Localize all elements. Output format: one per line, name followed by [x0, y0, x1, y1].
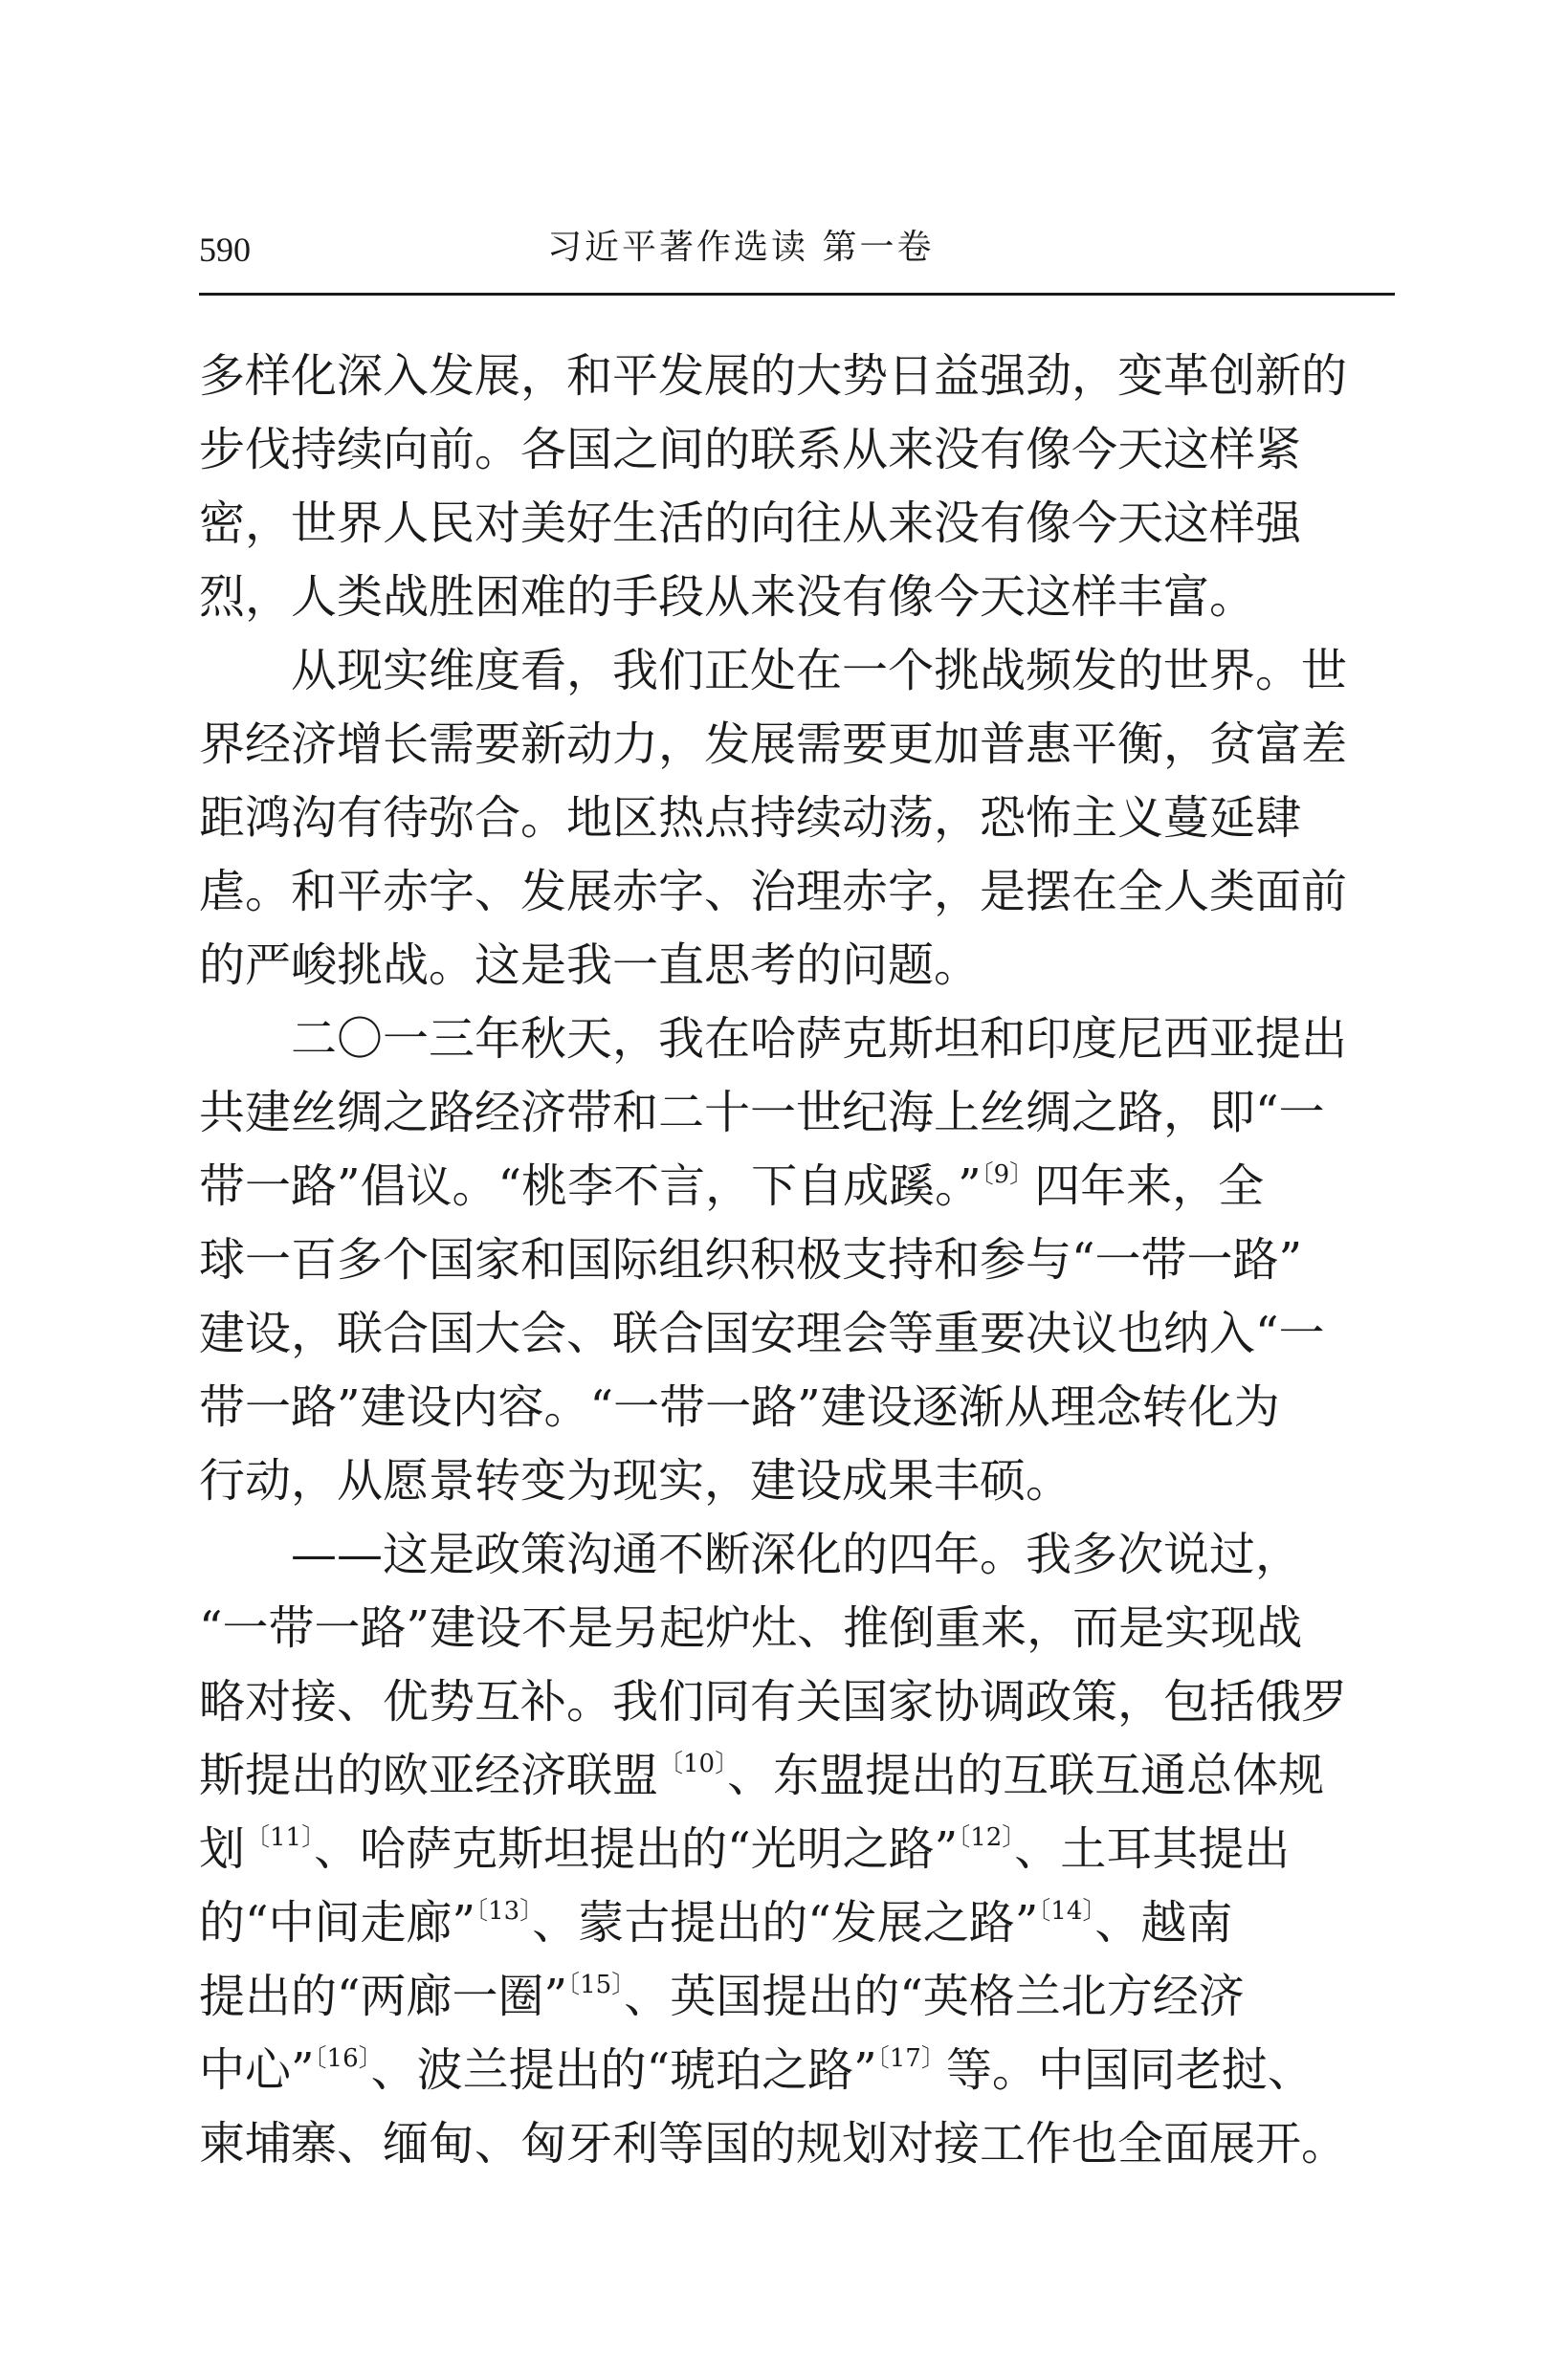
footnote-marker[interactable]: 〔10〕 — [658, 1750, 728, 1778]
text-line — [199, 2107, 1395, 2181]
text-line — [199, 855, 1395, 929]
text-segment: 略对接、优势互补。我们同有关国家协调政策，包括俄罗 — [199, 1675, 1348, 1729]
text-line — [199, 1371, 1395, 1444]
text-segment: 共建丝绸之路经济带和二十一世纪海上丝绸之路，即“一 — [199, 1086, 1325, 1139]
text-segment: 柬埔寨、缅甸、匈牙利等国的规划对接工作也全面展开。 — [199, 2117, 1348, 2171]
text-segment: 提出的“两廊一圈” — [199, 1970, 568, 2023]
text-line — [199, 1886, 1395, 1960]
text-segment: 等。中国同老挝、 — [945, 2043, 1314, 2097]
text-segment: 烈，人类战胜困难的手段从来没有像今天这样丰富。 — [199, 570, 1256, 624]
footnote-marker[interactable]: 〔17〕 — [876, 2044, 946, 2073]
text-line — [199, 1518, 1395, 1592]
text-segment: 、土耳其提出 — [1014, 1822, 1291, 1876]
text-segment: 密，世界人民对美好生活的向往从来没有像今天这样强 — [199, 496, 1302, 550]
text-segment: 四年来，全 — [1034, 1159, 1265, 1213]
text-segment: 、东盟提出的互联互通总体规 — [727, 1749, 1325, 1802]
text-segment: 、英国提出的“英格兰北方经济 — [624, 1970, 1245, 2023]
text-line — [199, 1960, 1395, 2034]
footnote-marker[interactable]: 〔14〕 — [1038, 1897, 1095, 1926]
text-line — [199, 1150, 1395, 1224]
body-text — [199, 340, 1395, 2181]
text-line — [199, 708, 1395, 782]
text-line — [199, 561, 1395, 634]
text-line — [199, 782, 1395, 855]
text-segment: 行动，从愿景转变为现实，建设成果丰硕。 — [199, 1454, 1072, 1508]
text-line — [199, 340, 1395, 413]
text-segment: 二〇一三年秋天，我在哈萨克斯坦和印度尼西亚提出 — [199, 1012, 1348, 1066]
text-segment: 、波兰提出的“琥珀之路” — [370, 2043, 877, 2097]
page-header — [199, 216, 1395, 296]
text-segment: 多样化深入发展，和平发展的大势日益强劲，变革创新的 — [199, 349, 1348, 403]
text-line — [199, 487, 1395, 561]
text-segment: 中心” — [199, 2043, 315, 2097]
text-line — [199, 2034, 1395, 2107]
text-line — [199, 1076, 1395, 1150]
text-segment: 带一路”建设内容。“一带一路”建设逐渐从理念转化为 — [199, 1380, 1280, 1434]
text-line — [199, 1739, 1395, 1813]
text-segment: 球一百多个国家和国际组织积极支持和参与“一带一路” — [199, 1233, 1303, 1287]
text-segment: 划 — [199, 1822, 246, 1876]
page-number: 590 — [199, 231, 251, 269]
text-line — [199, 1813, 1395, 1886]
footnote-marker[interactable]: 〔13〕 — [475, 1897, 533, 1926]
text-segment: 虐。和平赤字、发展赤字、治理赤字，是摆在全人类面前 — [199, 865, 1348, 918]
footnote-marker[interactable]: 〔16〕 — [314, 2044, 371, 2073]
text-line — [199, 413, 1395, 487]
text-line — [199, 1665, 1395, 1739]
text-segment: 、蒙古提出的“发展之路” — [532, 1896, 1039, 1950]
footnote-marker[interactable]: 〔12〕 — [958, 1823, 1015, 1852]
text-line — [199, 634, 1395, 708]
running-head: 习近平著作选读 第一卷 — [547, 228, 935, 267]
text-segment: 、越南 — [1094, 1896, 1233, 1950]
text-segment: 的“中间走廊” — [199, 1896, 476, 1950]
text-line — [199, 1444, 1395, 1518]
text-segment: 斯提出的欧亚经济联盟 — [199, 1749, 659, 1802]
text-line — [199, 929, 1395, 1003]
footnote-marker[interactable]: 〔11〕 — [245, 1823, 315, 1852]
text-segment: 从现实维度看，我们正处在一个挑战频发的世界。世 — [199, 644, 1348, 697]
text-segment: ——这是政策沟通不断深化的四年。我多次说过， — [199, 1528, 1302, 1581]
footnote-marker[interactable]: 〔15〕 — [567, 1971, 625, 1999]
text-segment: 步伐持续向前。各国之间的联系从来没有像今天这样紧 — [199, 423, 1302, 476]
text-segment: 界经济增长需要新动力，发展需要更加普惠平衡，贫富差 — [199, 717, 1348, 771]
text-line — [199, 1224, 1395, 1297]
text-line — [199, 1003, 1395, 1076]
text-line — [199, 1297, 1395, 1371]
text-segment: 、哈萨克斯坦提出的“光明之路” — [314, 1822, 959, 1876]
text-segment: 带一路”倡议。“桃李不言，下自成蹊。” — [199, 1159, 982, 1213]
footnote-marker[interactable]: 〔9〕 — [981, 1160, 1035, 1189]
text-segment: 距鸿沟有待弥合。地区热点持续动荡，恐怖主义蔓延肆 — [199, 791, 1302, 845]
text-line — [199, 1592, 1395, 1665]
text-segment: 的严峻挑战。这是我一直思考的问题。 — [199, 938, 981, 992]
text-segment: “一带一路”建设不是另起炉灶、推倒重来，而是实现战 — [199, 1601, 1303, 1655]
text-segment: 建设，联合国大会、联合国安理会等重要决议也纳入“一 — [199, 1307, 1325, 1360]
